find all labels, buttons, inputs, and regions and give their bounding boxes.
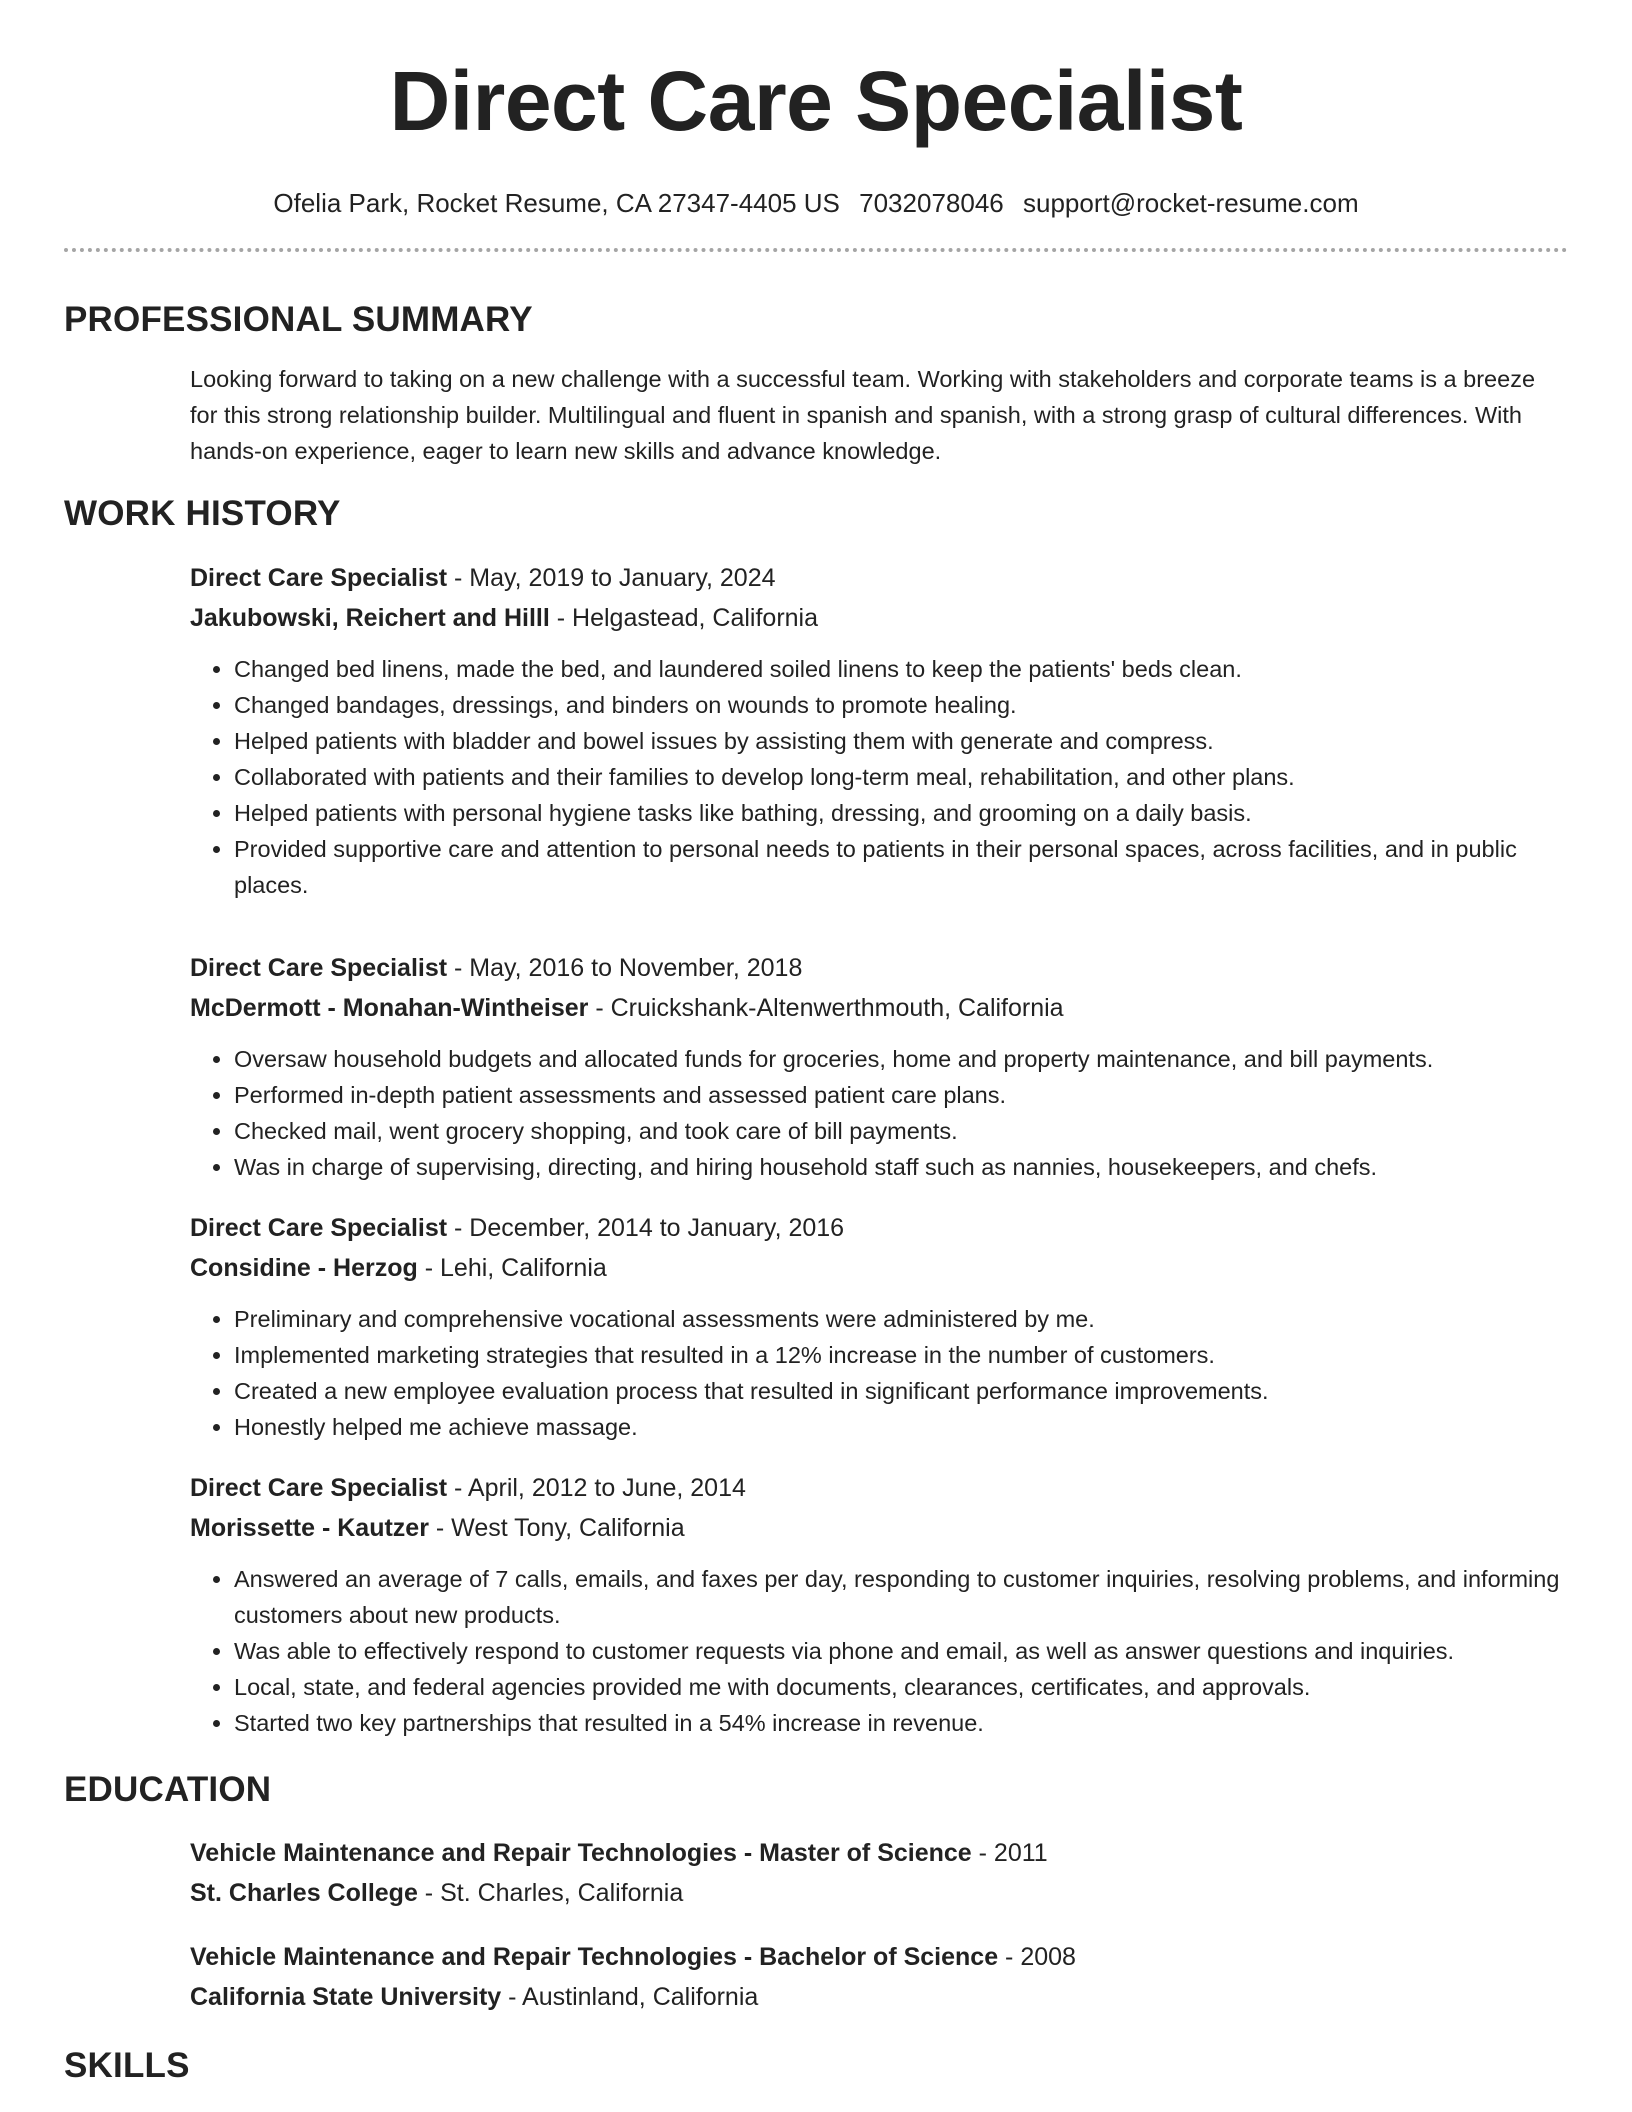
education-school-line bbox=[190, 1873, 1568, 1913]
job-bullet: • Preliminary and comprehensive vocational assessments were administered by me. bbox=[234, 1301, 1568, 1337]
job-company-line bbox=[190, 598, 1568, 638]
job-entry bbox=[190, 1208, 1568, 1445]
education-year: - 2011 bbox=[971, 1839, 1048, 1867]
job-bullet: • Created a new employee evaluation process that resulted in significant performance improvements. bbox=[234, 1373, 1568, 1409]
job-bullet: • Performed in-depth patient assessments and assessed patient care plans. bbox=[234, 1077, 1568, 1113]
job-bullet-list bbox=[190, 651, 1568, 903]
summary-section bbox=[64, 299, 1568, 469]
skills-section bbox=[64, 2045, 1568, 2087]
job-title: Direct Care Specialist bbox=[190, 1214, 448, 1242]
job-title-line bbox=[190, 1468, 1568, 1508]
work-history-heading: WORK HISTORY bbox=[64, 494, 341, 533]
education-school-line bbox=[190, 1977, 1568, 2017]
education-location: - Austinland, California bbox=[501, 1983, 759, 2011]
job-bullet-list bbox=[190, 1301, 1568, 1445]
contact-address: Ofelia Park, Rocket Resume, CA 27347-4405 US bbox=[273, 188, 840, 218]
contact-phone: 7032078046 bbox=[859, 188, 1004, 218]
job-location: - Helgastead, California bbox=[549, 604, 819, 632]
summary-heading: PROFESSIONAL SUMMARY bbox=[64, 300, 533, 339]
job-bullet: • Implemented marketing strategies that resulted in a 12% increase in the number of customers. bbox=[234, 1337, 1568, 1373]
job-company: Considine - Herzog bbox=[190, 1254, 418, 1282]
job-dates: - April, 2012 to June, 2014 bbox=[447, 1474, 746, 1502]
job-bullet: • Helped patients with bladder and bowel issues by assisting them with generate and compress. bbox=[234, 723, 1568, 759]
education-year: - 2008 bbox=[998, 1943, 1076, 1971]
job-title-line bbox=[190, 1208, 1568, 1248]
job-bullet-list bbox=[190, 1041, 1568, 1185]
job-bullet: • Provided supportive care and attention to personal needs to patients in their personal spaces, across facilities, and in public places. bbox=[234, 831, 1568, 903]
job-bullet: • Was in charge of supervising, directing, and hiring household staff such as nannies, housekeepers, and chefs. bbox=[234, 1149, 1568, 1185]
education-school: California State University bbox=[190, 1983, 502, 2011]
education-entry bbox=[190, 1833, 1568, 1913]
summary-text: Looking forward to taking on a new challenge with a successful team. Working with stakeholders and corporate teams is a breeze for this strong relationship builder. Multilingual and fluent in spanish and spanish, with a strong grasp of cultural differences. With hands-on experience, eager to learn new skills and advance knowledge. bbox=[190, 366, 1536, 464]
education-degree-line bbox=[190, 1937, 1568, 1977]
job-company: Morissette - Kautzer bbox=[190, 1514, 429, 1542]
job-company: Jakubowski, Reichert and Hilll bbox=[190, 604, 550, 632]
resume-title: Direct Care Specialist bbox=[389, 54, 1243, 148]
skills-heading: SKILLS bbox=[64, 2046, 190, 2085]
education-heading: EDUCATION bbox=[64, 1770, 272, 1809]
job-company-line bbox=[190, 988, 1568, 1028]
job-entry bbox=[190, 558, 1568, 903]
job-location: - Lehi, California bbox=[417, 1254, 607, 1282]
job-dates: - May, 2016 to November, 2018 bbox=[447, 954, 803, 982]
job-bullet: • Honestly helped me achieve massage. bbox=[234, 1409, 1568, 1445]
job-bullet: • Answered an average of 7 calls, emails, and faxes per day, responding to customer inquiries, resolving problems, and informing customers about new products. bbox=[234, 1561, 1568, 1633]
education-list bbox=[64, 1833, 1568, 2017]
education-entry bbox=[190, 1937, 1568, 2017]
job-dates: - December, 2014 to January, 2016 bbox=[447, 1214, 845, 1242]
job-location: - West Tony, California bbox=[428, 1514, 685, 1542]
work-history-section bbox=[64, 493, 1568, 1741]
job-title-line bbox=[190, 948, 1568, 988]
job-bullet: • Local, state, and federal agencies provided me with documents, clearances, certificates, and approvals. bbox=[234, 1669, 1568, 1705]
education-degree-line bbox=[190, 1833, 1568, 1873]
education-section bbox=[64, 1769, 1568, 2017]
job-title-line bbox=[190, 558, 1568, 598]
job-dates: - May, 2019 to January, 2024 bbox=[447, 564, 776, 592]
job-bullet: • Oversaw household budgets and allocated funds for groceries, home and property maintenance, and bill payments. bbox=[234, 1041, 1568, 1077]
job-entry bbox=[190, 948, 1568, 1185]
education-location: - St. Charles, California bbox=[417, 1879, 684, 1907]
header-divider bbox=[64, 248, 1568, 252]
job-location: - Cruickshank-Altenwerthmouth, California bbox=[588, 994, 1064, 1022]
job-entry bbox=[190, 1468, 1568, 1741]
job-bullet: • Started two key partnerships that resulted in a 54% increase in revenue. bbox=[234, 1705, 1568, 1741]
resume-page bbox=[64, 0, 1568, 2087]
job-bullet: • Checked mail, went grocery shopping, and took care of bill payments. bbox=[234, 1113, 1568, 1149]
education-degree: Vehicle Maintenance and Repair Technologies - Bachelor of Science bbox=[190, 1943, 999, 1971]
job-title: Direct Care Specialist bbox=[190, 1474, 448, 1502]
contact-line bbox=[64, 188, 1568, 218]
job-bullet: • Changed bandages, dressings, and binders on wounds to promote healing. bbox=[234, 687, 1568, 723]
job-bullet: • Changed bed linens, made the bed, and laundered soiled linens to keep the patients' beds clean. bbox=[234, 651, 1568, 687]
job-bullet: • Helped patients with personal hygiene tasks like bathing, dressing, and grooming on a daily basis. bbox=[234, 795, 1568, 831]
contact-email: support@rocket-resume.com bbox=[1022, 188, 1359, 218]
job-company-line bbox=[190, 1248, 1568, 1288]
job-bullet-list bbox=[190, 1561, 1568, 1741]
education-degree: Vehicle Maintenance and Repair Technologies - Master of Science bbox=[190, 1839, 972, 1867]
job-company: McDermott - Monahan-Wintheiser bbox=[190, 994, 589, 1022]
job-title: Direct Care Specialist bbox=[190, 564, 448, 592]
job-bullet: • Collaborated with patients and their families to develop long-term meal, rehabilitation, and other plans. bbox=[234, 759, 1568, 795]
job-title: Direct Care Specialist bbox=[190, 954, 448, 982]
education-school: St. Charles College bbox=[190, 1879, 418, 1907]
job-list bbox=[64, 558, 1568, 1741]
job-bullet: • Was able to effectively respond to customer requests via phone and email, as well as answer questions and inquiries. bbox=[234, 1633, 1568, 1669]
job-company-line bbox=[190, 1508, 1568, 1548]
